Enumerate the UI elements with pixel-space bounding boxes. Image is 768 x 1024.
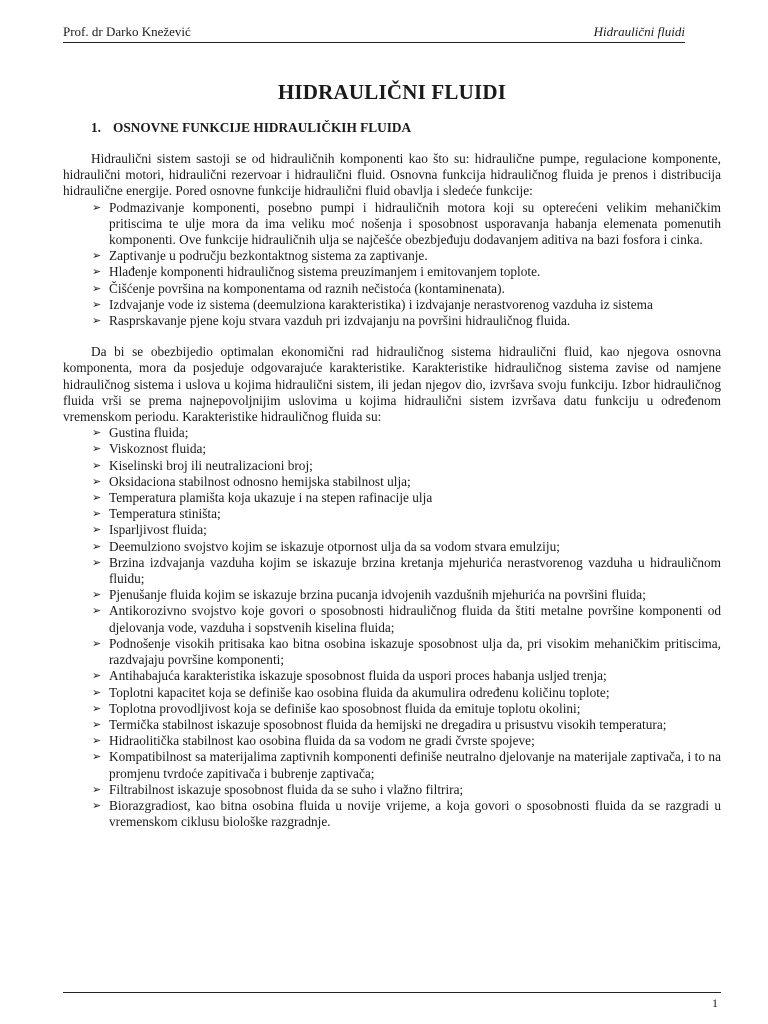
list-item	[91, 200, 721, 249]
arrow-bullet-icon: ➢	[92, 250, 102, 263]
arrow-bullet-icon: ➢	[92, 443, 102, 456]
arrow-bullet-icon: ➢	[92, 670, 102, 683]
functions-list	[63, 200, 721, 330]
arrow-bullet-icon: ➢	[92, 524, 102, 537]
arrow-bullet-icon: ➢	[92, 799, 102, 812]
list-item	[91, 782, 721, 798]
characteristics-list	[63, 425, 721, 830]
arrow-bullet-icon: ➢	[92, 637, 102, 650]
list-item	[91, 749, 721, 781]
list-item-text: Podmazivanje komponenti, posebno pumpi i hidrauličnih motora koji su opterećeni velikim mehaničkim pritiscima te ulje mora da ima veliku moć nošenja i sposobnost usporavanja habanja elemenata pomenutih komponenti. Ove funkcije hidrauličnih ulja se najčešće obezbjeđuju dodavanjem aditiva na bazi fosfora i cinka.	[109, 199, 721, 248]
arrow-bullet-icon: ➢	[92, 475, 102, 488]
arrow-bullet-icon: ➢	[92, 751, 102, 764]
footer-divider	[63, 992, 721, 993]
list-item-text: Biorazgradiost, kao bitna osobina fluida u novije vrijeme, a koja govori o sposobnosti fluida da se razgradi u vremenskom ciklusu biološke razgradnje.	[109, 797, 721, 830]
list-item	[91, 490, 721, 506]
arrow-bullet-icon: ➢	[92, 718, 102, 731]
list-item-text: Viskoznost fluida;	[109, 441, 207, 457]
list-item-text: Temperatura plamišta koja ukazuje i na stepen rafinacije ulja	[109, 490, 433, 506]
page-number: 1	[712, 996, 718, 1010]
arrow-bullet-icon: ➢	[92, 686, 102, 699]
list-item-text: Filtrabilnost iskazuje sposobnost fluida da se suho i vlažno filtrira;	[109, 781, 464, 797]
list-item	[91, 425, 721, 441]
page-header	[63, 24, 685, 43]
list-item	[91, 668, 721, 684]
list-item	[91, 264, 721, 280]
list-item-text: Antihabajuća karakteristika iskazuje sposobnost fluida da uspori proces habanja usljed trenja;	[109, 668, 607, 684]
list-item	[91, 281, 721, 297]
list-item	[91, 685, 721, 701]
list-item-text: Termička stabilnost iskazuje sposobnost fluida da hemijski ne dregadira u prisustvu visokih temperatura;	[109, 716, 667, 732]
section-number: 1.	[91, 120, 101, 135]
list-item-text: Deemulziono svojstvo kojim se iskazuje otpornost ulja da sa vodom stvara emulziju;	[109, 538, 560, 554]
list-item-text: Rasprskavanje pjene koju stvara vazduh pri izdvajanju na površini hidrauličnog fluida.	[109, 313, 571, 329]
list-item	[91, 555, 721, 587]
list-item-text: Kiselinski broj ili neutralizacioni broj;	[109, 457, 313, 473]
list-item-text: Hlađenje komponenti hidrauličnog sistema preuzimanjem i emitovanjem toplote.	[109, 264, 541, 280]
arrow-bullet-icon: ➢	[92, 508, 102, 521]
arrow-bullet-icon: ➢	[92, 556, 102, 569]
arrow-bullet-icon: ➢	[92, 735, 102, 748]
characteristics-paragraph: Da bi se obezbijedio optimalan ekonomični rad hidrauličnog sistema hidraulični fluid, kao njegova osnovna komponenta, mora da posjeduje odgovarajuće karakteristike. Karakteristike hidrauličnog sistema zavise od namjene hidrauličnog sistema i uslova u kojima hidraulični sistem, ili jedan njegov dio, izvršava svoju funkciju. Izbor hidrauličnog fluida vrši se prema najnepovoljnijim uslovima u kojima hidraulični sistem izvršava datu funkciju u određenom vremenskom periodu. Karakteristike hidrauličnog fluida su:	[63, 344, 721, 425]
list-item-text: Isparljivost fluida;	[109, 522, 207, 538]
arrow-bullet-icon: ➢	[92, 492, 102, 505]
list-item-text: Izdvajanje vode iz sistema (deemulziona karakteristika) i izdvajanje nerastvorenog vazduha iz sistema	[109, 296, 653, 312]
page-content	[63, 80, 721, 830]
list-item	[91, 522, 721, 538]
list-item-text: Kompatibilnost sa materijalima zaptivnih komponenti definiše neutralno djelovanje na materijale zaptivača, i to na promjenu tvrdoće zapitivača i bubrenje zaptivača;	[109, 749, 721, 781]
list-item	[91, 506, 721, 522]
list-item-text: Hidraolitička stabilnost kao osobina fluida da sa vodom ne gradi čvrste spojeve;	[109, 733, 535, 749]
list-item	[91, 474, 721, 490]
list-item	[91, 539, 721, 555]
arrow-bullet-icon: ➢	[92, 282, 102, 295]
list-item-text: Brzina izdvajanja vazduha kojim se iskazuje brzina kretanja mjehurića nerastvorenog vazduha u hidrauličnom fluidu;	[109, 554, 721, 587]
list-item	[91, 248, 721, 264]
list-item	[91, 636, 721, 668]
page-title: HIDRAULIČNI FLUIDI	[277, 80, 507, 104]
arrow-bullet-icon: ➢	[92, 201, 102, 214]
list-item	[91, 458, 721, 474]
intro-paragraph: Hidraulični sistem sastoji se od hidrauličnih komponenti kao što su: hidraulične pumpe, regulacione komponente, hidraulični motori, hidraulični rezervoar i hidraulični fluid. Osnovna funkcija hidrauličnog fluida je prenos i distribucija hidraulične energije. Pored osnovne funkcije hidraulični fluid obavlja i sledeće funkcije:	[63, 151, 721, 199]
arrow-bullet-icon: ➢	[92, 266, 102, 279]
list-item-text: Gustina fluida;	[109, 425, 189, 441]
list-item-text: Oksidaciona stabilnost odnosno hemijska stabilnost ulja;	[109, 473, 411, 489]
list-item	[91, 441, 721, 457]
list-item	[91, 313, 721, 329]
list-item-text: Pjenušanje fluida kojim se iskazuje brzina pucanja idvojenih vazdušnih mjehurića na površini fluida;	[109, 587, 646, 603]
list-item-text: Čišćenje površina na komponentama od raznih nečistoća (kontaminenata).	[109, 280, 505, 296]
arrow-bullet-icon: ➢	[92, 783, 102, 796]
list-item-text: Zaptivanje u području bezkontaktnog sistema za zaptivanje.	[109, 248, 428, 264]
list-item	[91, 297, 721, 313]
arrow-bullet-icon: ➢	[92, 315, 102, 328]
list-item-text: Temperatura stiništa;	[109, 506, 221, 522]
list-item	[91, 798, 721, 830]
list-item	[91, 733, 721, 749]
section-heading	[91, 120, 721, 136]
arrow-bullet-icon: ➢	[92, 605, 102, 618]
arrow-bullet-icon: ➢	[92, 589, 102, 602]
arrow-bullet-icon: ➢	[92, 540, 102, 553]
arrow-bullet-icon: ➢	[92, 459, 102, 472]
list-item-text: Podnošenje visokih pritisaka kao bitna osobina iskazuje sposobnost ulja da, pri visokim mehaničkim pritiscima, razdvajaju površine komponenti;	[109, 635, 721, 668]
list-item-text: Toplotna provodljivost koja se definiše kao sposobnost fluida da emituje toplotu okolini;	[109, 700, 581, 716]
header-author: Prof. dr Darko Knežević	[63, 24, 191, 39]
header-topic: Hidraulični fluidi	[593, 24, 685, 39]
list-item-text: Antikorozivno svojstvo koje govori o sposobnosti hidrauličnog fluida da štiti metalne površine komponenti od djelovanja vode, vazduha i sopstvenih kiselina fluida;	[109, 603, 721, 635]
list-item	[91, 717, 721, 733]
arrow-bullet-icon: ➢	[92, 298, 102, 311]
list-item	[91, 603, 721, 635]
section-title: OSNOVNE FUNKCIJE HIDRAULIČKIH FLUIDA	[113, 120, 412, 135]
arrow-bullet-icon: ➢	[92, 702, 102, 715]
arrow-bullet-icon: ➢	[92, 427, 102, 440]
list-item	[91, 701, 721, 717]
list-item-text: Toplotni kapacitet koja se definiše kao osobina fluida da akumulira određenu količinu toplote;	[109, 684, 610, 700]
list-item	[91, 587, 721, 603]
